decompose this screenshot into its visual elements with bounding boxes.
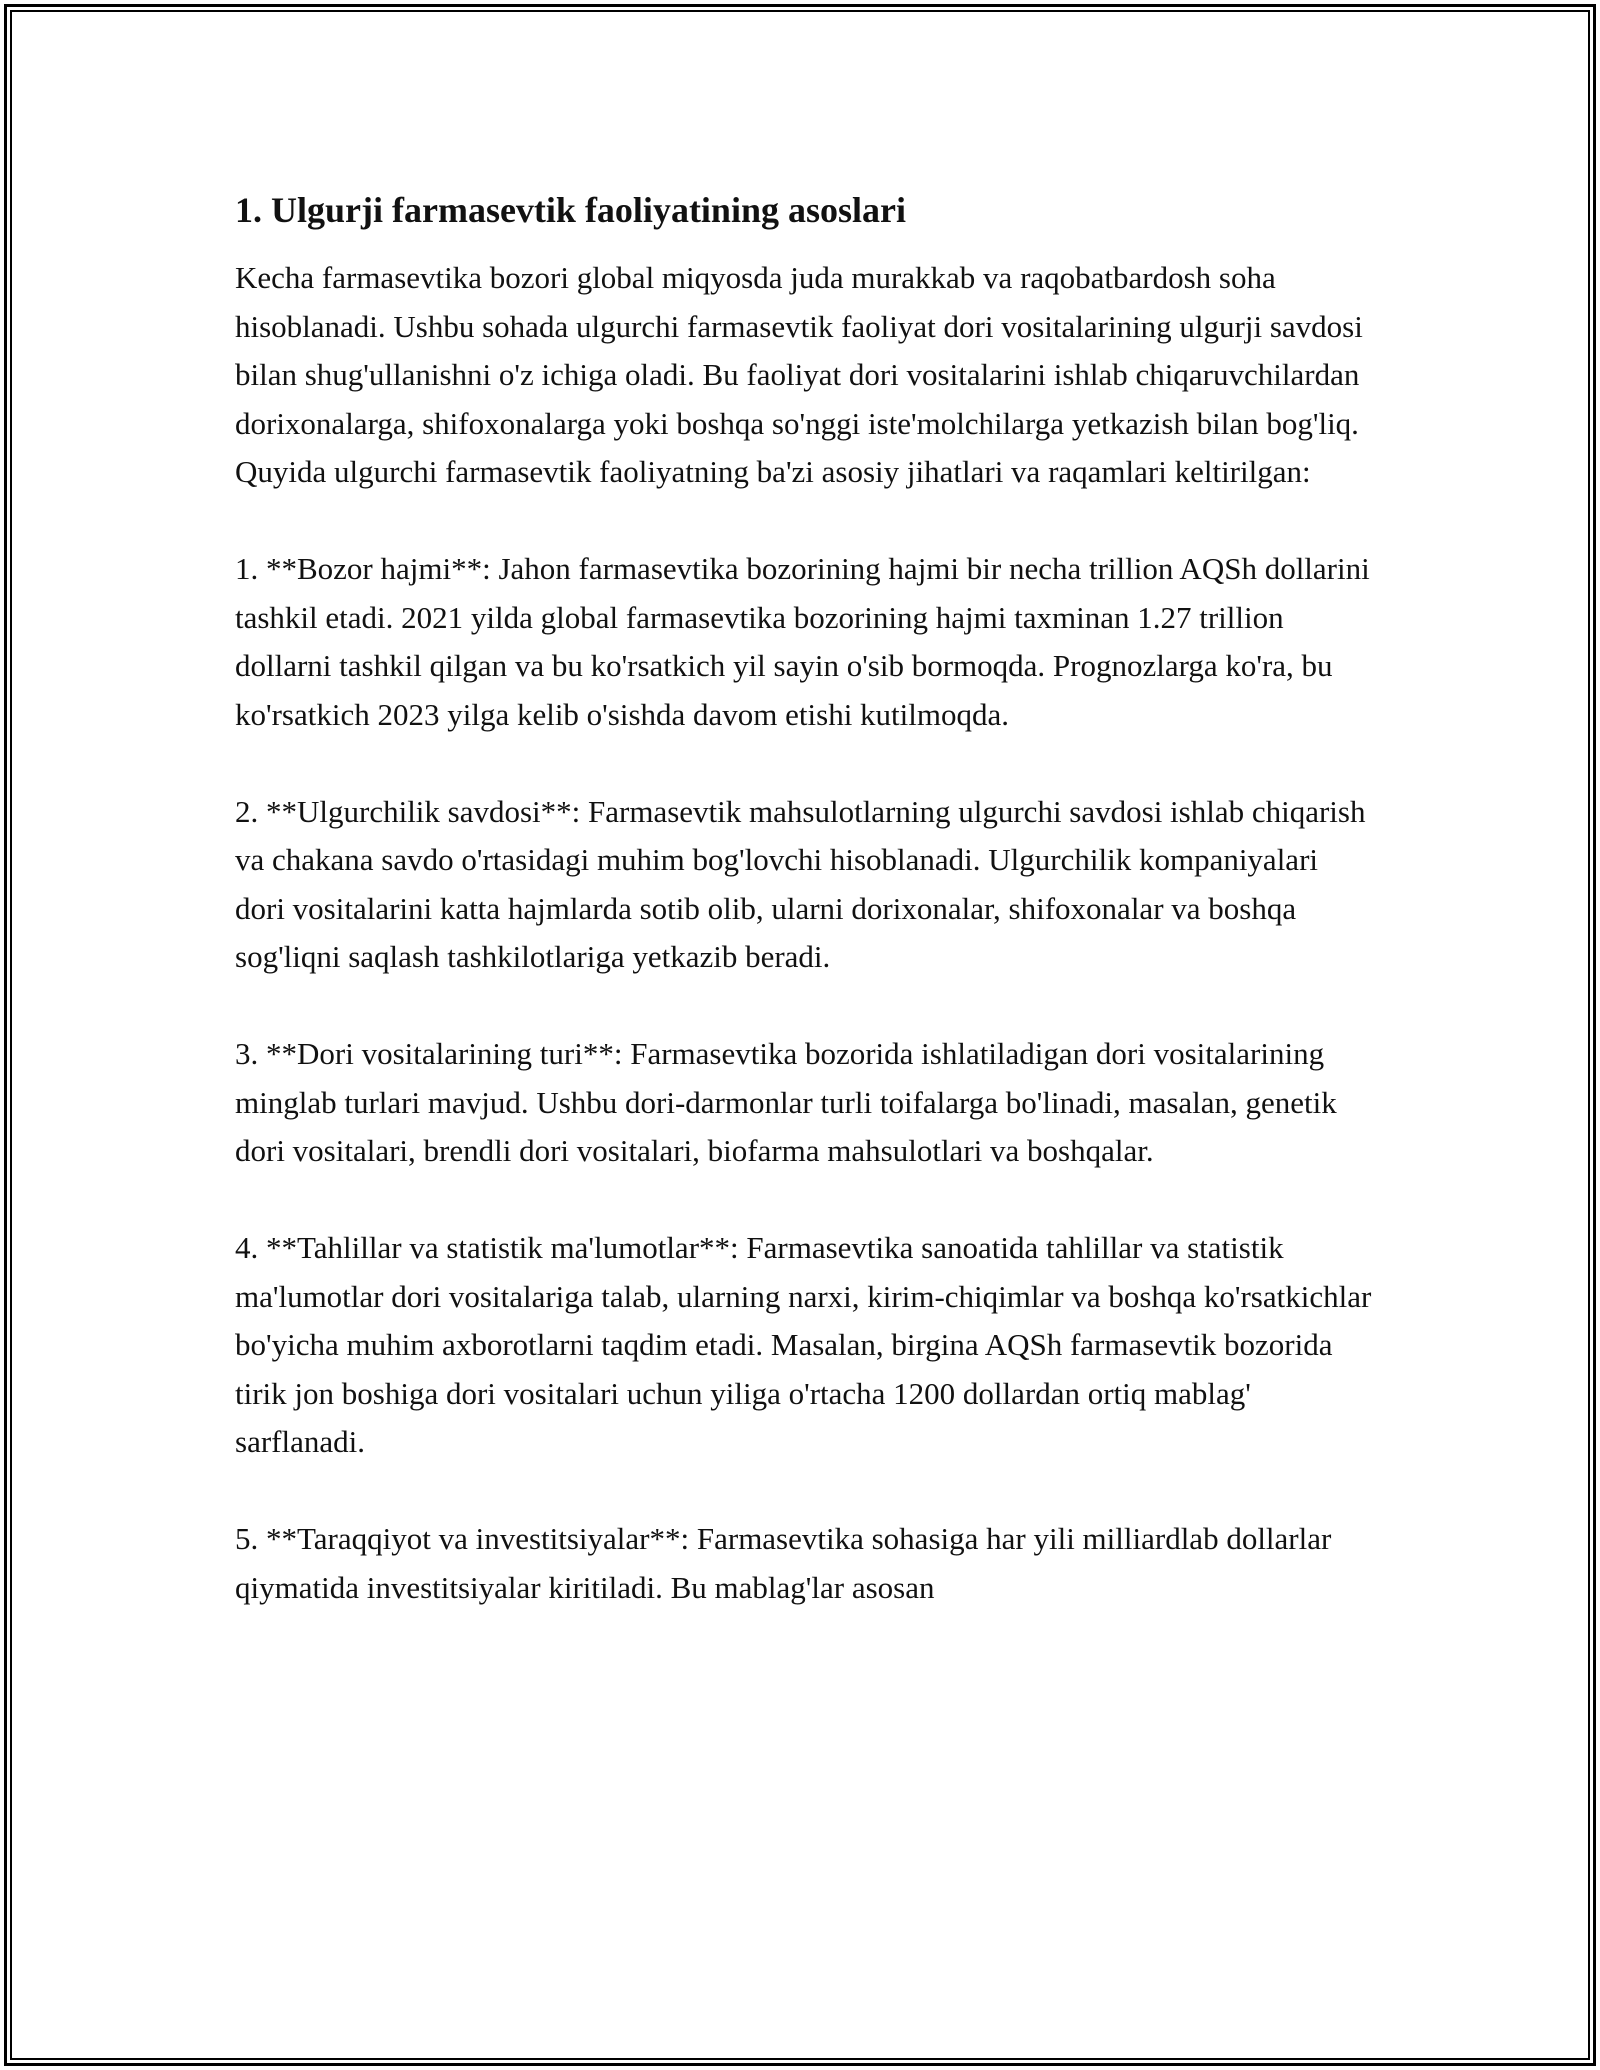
list-item-analytics-statistics: 4. **Tahlillar va statistik ma'lumotlar**: Farmasevtika sanoatida tahlillar va statistik ma'lumotlar dori vositalariga talab, ularning narxi, kirim-chiqimlar va boshqa ko'rsatkichlar bo'yicha muhim axborotlarni taqdim etadi. Masalan, birgina AQSh farmasevtik bozorida tirik jon boshiga dori vositalari uchun yiliga o'rtacha 1200 dollardan ortiq mablag' sarflanadi. (235, 1230, 1372, 1459)
document-body (235, 186, 1375, 1661)
list-item-market-size: 1. **Bozor hajmi**: Jahon farmasevtika bozorining hajmi bir necha trillion AQSh dollarini tashkil etadi. 2021 yilda global farmasevtika bozorining hajmi taxminan 1.27 trillion dollarni tashkil qilgan va bu ko'rsatkich yil sayin o'sib bormoqda. Prognozlarga ko'ra, bu ko'rsatkich 2023 yilga kelib o'sishda davom etishi kutilmoqda. (235, 551, 1370, 732)
list-item-wholesale-trade: 2. **Ulgurchilik savdosi**: Farmasevtik mahsulotlarning ulgurchi savdosi ishlab chiqarish va chakana savdo o'rtasidagi muhim bog'lovchi hisoblanadi. Ulgurchilik kompaniyalari dori vositalarini katta hajmlarda sotib olib, ularni dorixonalar, shifoxonalar va boshqa sog'liqni saqlash tashkilotlariga yetkazib beradi. (235, 793, 1366, 974)
list-item-development-investment: 5. **Taraqqiyot va investitsiyalar**: Farmasevtika sohasiga har yili milliardlab dollarlar qiymatida investitsiyalar kiritiladi. Bu mablag'lar asosan (235, 1521, 1332, 1605)
list-item-drug-types: 3. **Dori vositalarining turi**: Farmasevtika bozorida ishlatiladigan dori vositalarining minglab turlari mavjud. Ushbu dori-darmonlar turli toifalarga bo'linadi, masalan, genetik dori vositalari, brendli dori vositalari, biofarma mahsulotlari va boshqalar. (235, 1036, 1337, 1168)
section-title: 1. Ulgurji farmasevtik faoliyatining asoslari (235, 190, 906, 230)
intro-paragraph: Kecha farmasevtika bozori global miqyosda juda murakkab va raqobatbardosh soha hisoblanadi. Ushbu sohada ulgurchi farmasevtik faoliyat dori vositalarining ulgurji savdosi bilan shug'ullanishni o'z ichiga oladi. Bu faoliyat dori vositalarini ishlab chiqaruvchilardan dorixonalarga, shifoxonalarga yoki boshqa so'nggi iste'molchilarga yetkazish bilan bog'liq. Quyida ulgurchi farmasevtik faoliyatning ba'zi asosiy jihatlari va raqamlari keltirilgan: (235, 260, 1363, 489)
